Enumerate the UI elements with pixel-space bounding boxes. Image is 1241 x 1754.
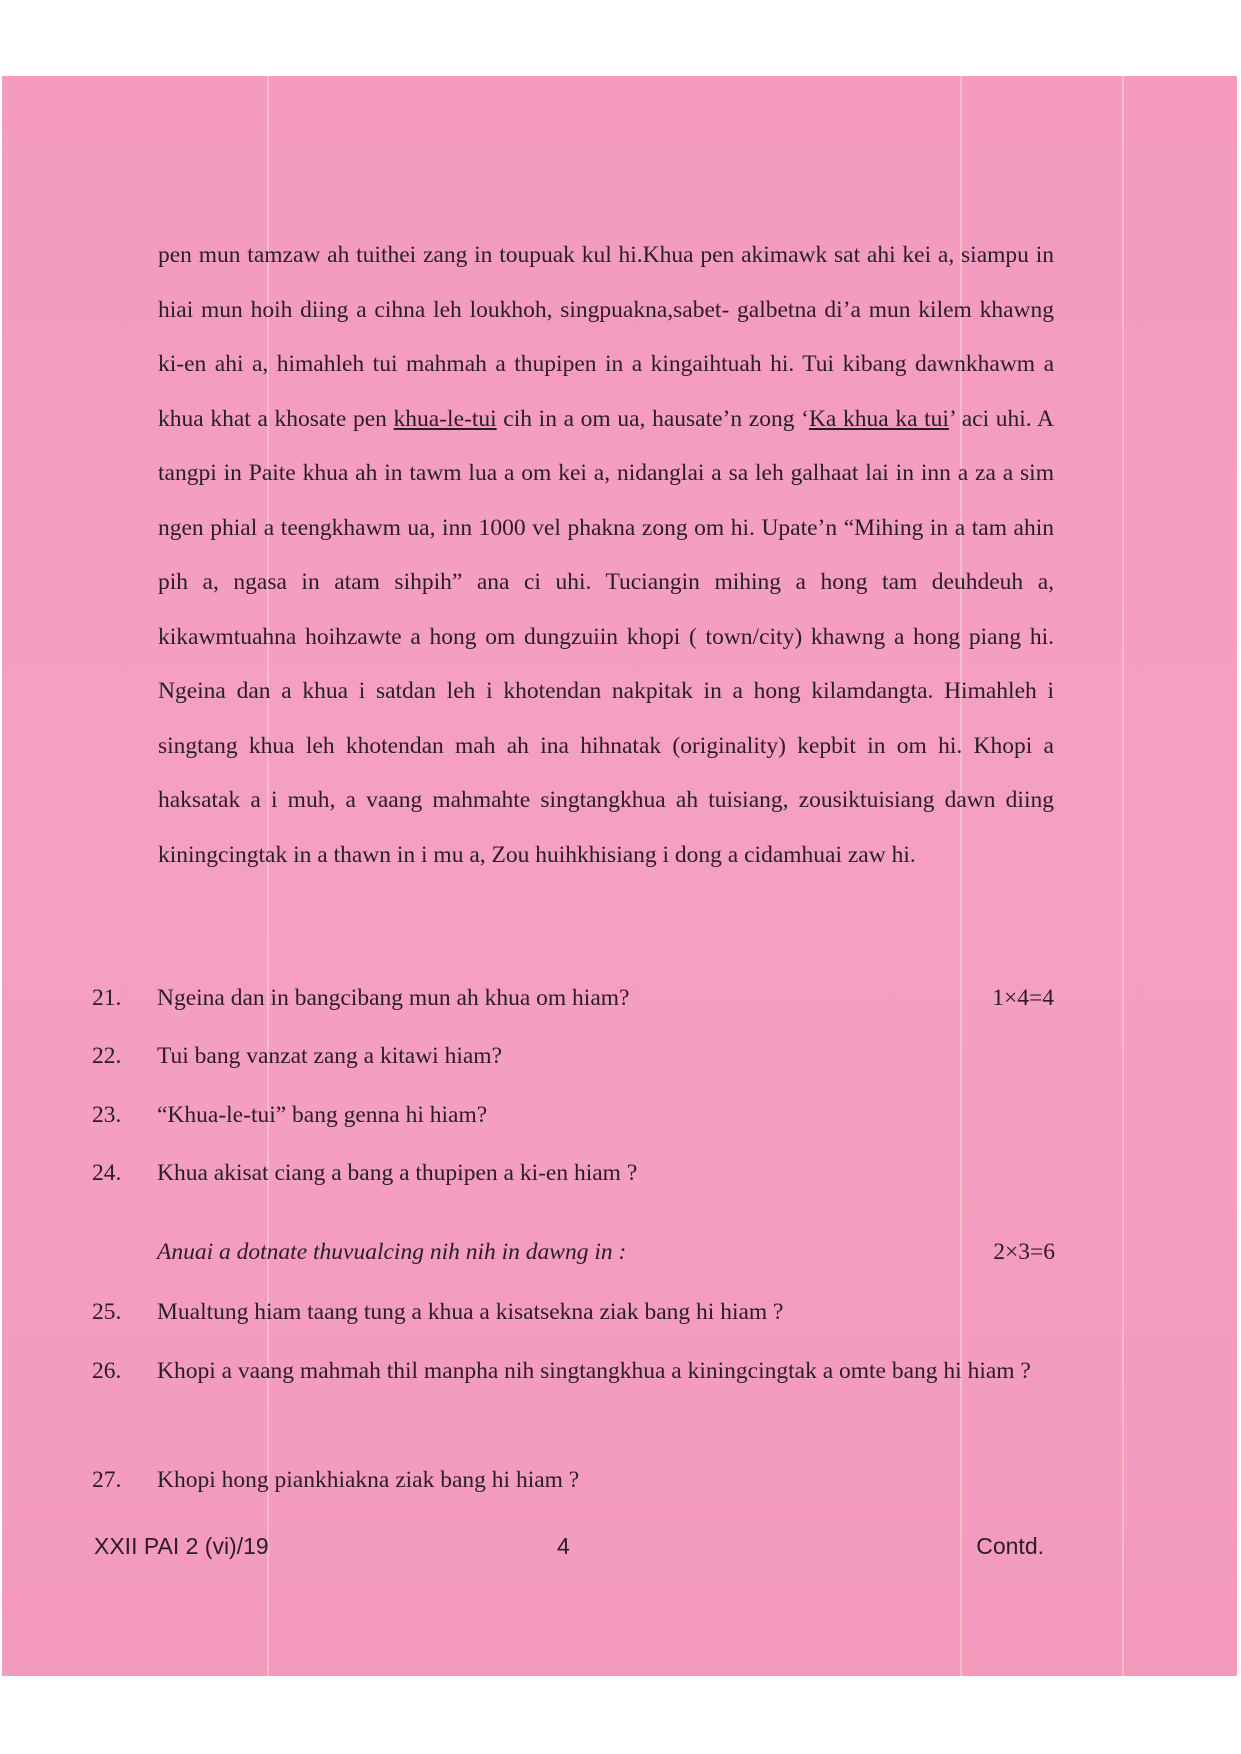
- question-number: 26.: [92, 1358, 122, 1384]
- page-number: 4: [557, 1533, 570, 1559]
- question-number: 23.: [92, 1102, 122, 1128]
- question-number: 21.: [92, 985, 122, 1011]
- question-24: [2, 1153, 1237, 1193]
- question-number: 22.: [92, 1043, 122, 1069]
- question-text: Khua akisat ciang a bang a thupipen a ki-en hiam ?: [157, 1160, 638, 1186]
- exam-page: [2, 76, 1237, 1676]
- question-text: Mualtung hiam taang tung a khua a kisatsekna ziak bang hi hiam ?: [157, 1299, 784, 1325]
- question-text: Tui bang vanzat zang a kitawi hiam?: [157, 1043, 503, 1069]
- question-text: Khopi hong piankhiakna ziak bang hi hiam ?: [157, 1467, 580, 1493]
- passage-text: ’ aci uhi. A tangpi in Paite khua ah in tawm lua a om kei a, nidanglai a sa leh galhaat lai in inn a za a sim ngen phial a teengkhawm ua, inn 1000 vel phakna zong om hi. Upate’n “Mihing in a tam ahin pih a, ngasa in atam sihpih” ana ci uhi. Tuciangin mihing a hong tam deuhdeuh a, kikawmtuahna hoihzawte a hong om dungzuiin khopi ( town/city) khawng a hong piang hi. Ngeina dan a khua i satdan leh i khotendan nakpitak in a hong kilamdangta. Himahleh i singtang khua leh khotendan mah ah ina hihnatak (originality) kepbit in om hi. Khopi a haksatak a i muh, a vaang mahmahte singtangkhua ah tuisiang, zousiktuisiang dawn diing kiningcingtak in a thawn in i mu a, Zou huihkhisiang i dong a cidamhuai zaw hi.: [158, 405, 1054, 868]
- passage-paragraph: [158, 228, 1054, 882]
- question-25: [2, 1292, 1237, 1332]
- underlined-term: Ka khua ka tui: [808, 405, 949, 432]
- paper-code: XXII PAI 2 (vi)/19: [94, 1533, 269, 1559]
- question-26: [2, 1351, 1237, 1451]
- question-number: 27.: [92, 1467, 122, 1493]
- instruction-text: Anuai a dotnate thuvualcing nih nih in dawng in :: [157, 1239, 627, 1265]
- question-text: Ngeina dan in bangcibang mun ah khua om hiam?: [157, 985, 630, 1011]
- section-instruction: [157, 1232, 1055, 1272]
- question-23: [2, 1095, 1237, 1135]
- underlined-term: khua-le-tui: [393, 405, 497, 432]
- passage-text: pen mun tamzaw ah tuithei zang in toupuak kul hi.Khua pen akimawk sat ahi kei a, siampu in hiai mun hoih diing a cihna leh loukhoh, singpuakna,sabet- galbetna di’a mun kilem khawng ki-en ahi a, himahleh tui mahmah a thupipen in a kingaihtuah hi. Tui kibang dawnkhawm a khua khat a khosate pen: [158, 242, 1054, 432]
- question-number: 24.: [92, 1160, 122, 1186]
- question-27: [2, 1460, 1237, 1500]
- question-text: “Khua-le-tui” bang genna hi hiam?: [157, 1102, 488, 1128]
- question-text: Khopi a vaang mahmah thil manpha nih singtangkhua a kiningcingtak a omte bang hi hiam ?: [157, 1358, 1031, 1384]
- question-21: [2, 978, 1237, 1018]
- continued-label: Contd.: [976, 1533, 1044, 1559]
- page-footer: [2, 1526, 1237, 1566]
- question-number: 25.: [92, 1299, 122, 1325]
- marks-label: 1×4=4: [992, 985, 1054, 1011]
- marks-label: 2×3=6: [993, 1239, 1055, 1265]
- reading-passage: [158, 228, 1054, 882]
- passage-text: cih in a om ua, hausate’n zong ‘: [496, 405, 809, 432]
- question-22: [2, 1036, 1237, 1076]
